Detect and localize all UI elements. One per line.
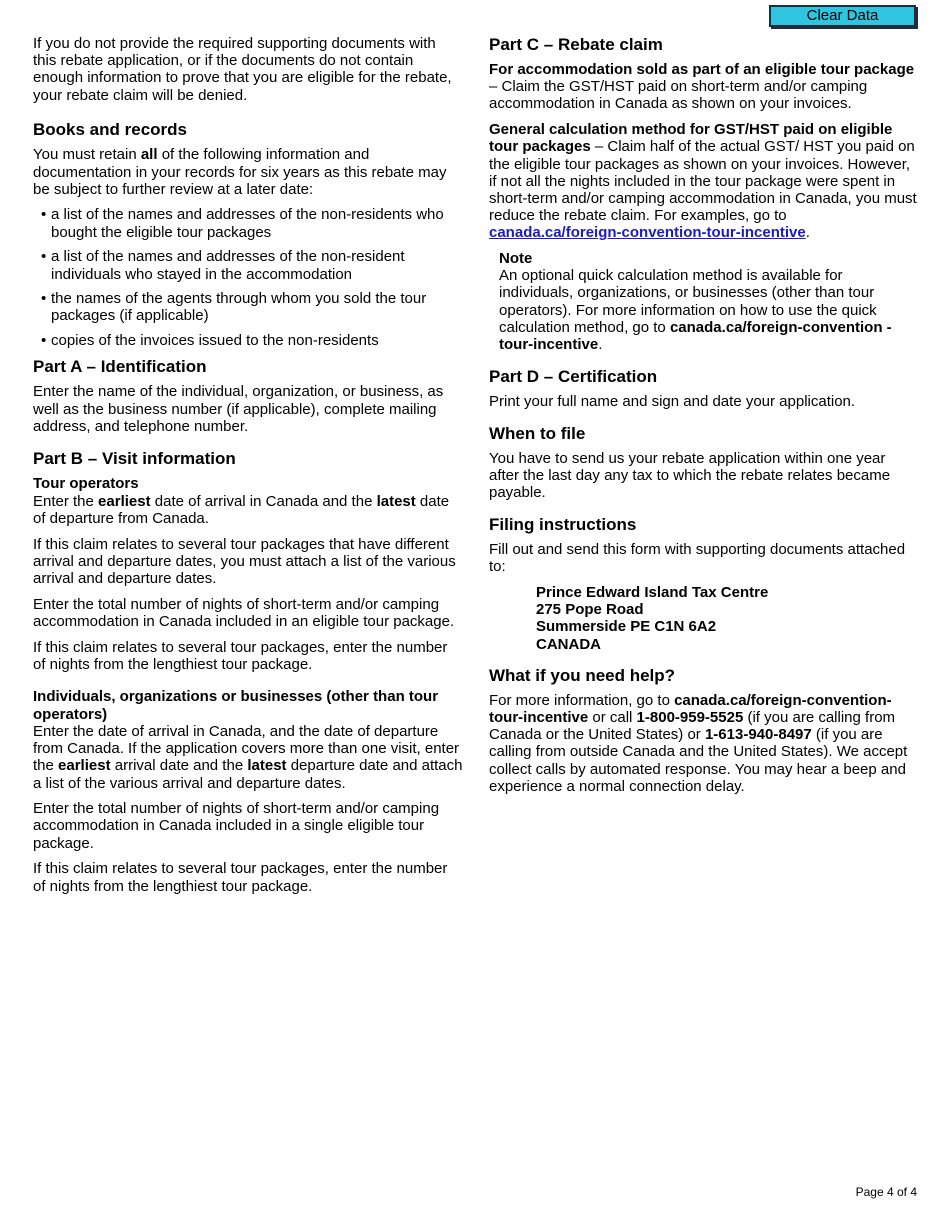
address-line: Summerside PE C1N 6A2	[536, 618, 717, 636]
bullet: •	[41, 206, 47, 224]
right-column	[489, 35, 919, 804]
bullet: •	[41, 290, 47, 308]
note-text: An optional quick calculation method is available for individuals, organizations, or businesses (other than tour operators). For more information on how to use the quick calculation method, go to canada.ca/foreign-convention -tour-incentive.	[499, 267, 892, 354]
note-heading: Note	[499, 250, 533, 268]
individuals-lengthiest: If this claim relates to several tour packages, enter the number of nights from the lengthiest tour package.	[33, 860, 448, 895]
when-to-file-text: You have to send us your rebate application within one year after the last day any tax to which the rebate relates became payable.	[489, 449, 891, 502]
filing-heading: Filing instructions	[489, 515, 637, 535]
part-c-heading: Part C – Rebate claim	[489, 35, 663, 54]
tour-operators-lengthiest: If this claim relates to several tour packages, enter the number of nights from the lengthiest tour package.	[33, 638, 448, 673]
page-number: Page 4 of 4	[855, 1185, 917, 1199]
tour-operators-heading: Tour operators	[33, 475, 139, 493]
bullet: •	[41, 248, 47, 266]
part-a-text: Enter the name of the individual, organization, or business, as well as the business number (if applicable), complete mailing address, and telephone number.	[33, 383, 444, 435]
clear-data-button[interactable]: Clear Data	[769, 5, 916, 27]
list-item: • copies of the invoices issued to the non-residents	[41, 332, 379, 350]
part-d-text: Print your full name and sign and date your application.	[489, 393, 856, 411]
tour-operators-dates: Enter the earliest date of arrival in Canada and the latest date of departure from Canada.	[33, 492, 450, 527]
part-d-heading: Part D – Certification	[489, 367, 658, 387]
address-line: Prince Edward Island Tax Centre	[536, 583, 769, 601]
part-b-heading: Part B – Visit information	[33, 449, 236, 469]
address-line: 275 Pope Road	[536, 601, 644, 619]
intro-paragraph: If you do not provide the required supporting documents with this rebate application, or if the documents do not contain enough information to prove that you are eligible for the rebate, your rebate claim will be denied.	[33, 35, 452, 104]
part-a-heading: Part A – Identification	[33, 357, 207, 377]
address-line: CANADA	[536, 635, 601, 653]
tax-centre-address	[536, 584, 919, 653]
bullet: •	[41, 332, 47, 350]
left-column	[33, 35, 463, 903]
individuals-heading: Individuals, organizations or businesses (other than tour operators)	[33, 688, 439, 723]
records-list	[33, 206, 463, 349]
filing-text: Fill out and send this form with supporting documents attached to:	[489, 541, 906, 576]
tour-operators-nights: Enter the total number of nights of short-term and/or camping accommodation in Canada included in an eligible tour package.	[33, 595, 455, 630]
help-heading: What if you need help?	[489, 665, 676, 685]
note-box	[499, 250, 919, 353]
tour-operators-several: If this claim relates to several tour packages that have different arrival and departure dates, you must attach a list of the various arrival and departure dates.	[33, 535, 456, 587]
part-c-general-method: General calculation method for GST/HST paid on eligible tour packages – Claim half of the actual GST/ HST you paid on the eligible tour packages as shown on your invoices. However, if not all the nights included in the tour package were spent in short-term and/or camping accommodation in Canada, you must reduce the rebate claim. For examples, go to canada.ca/foreign-convention-tour-incentive.	[489, 121, 917, 242]
when-to-file-heading: When to file	[489, 423, 586, 443]
list-item: • a list of the names and addresses of the non-residents who bought the eligible tour packages	[41, 206, 444, 241]
books-heading: Books and records	[33, 120, 187, 140]
list-item: • a list of the names and addresses of the non-resident individuals who stayed in the accommodation	[41, 248, 405, 283]
list-item: • the names of the agents through whom you sold the tour packages (if applicable)	[41, 290, 427, 325]
individuals-dates: Enter the date of arrival in Canada, and the date of departure from Canada. If the application covers more than one visit, enter the earliest arrival date and the latest departure date and attach a list of the various arrival and departure dates.	[33, 722, 463, 792]
help-text: For more information, go to canada.ca/foreign-convention-tour-incentive or call 1-800-959-5525 (if you are calling from Canada or the United States) or 1-613-940-8497 (if you are calling from outside Canada and the United States). We accept collect calls by automated response. You may hear a beep and experience a normal connection delay.	[489, 691, 908, 795]
part-c-accommodation: For accommodation sold as part of an eligible tour package – Claim the GST/HST paid on short-term and/or camping accommodation in Canada as shown on your invoices.	[489, 61, 915, 113]
individuals-nights: Enter the total number of nights of short-term and/or camping accommodation in Canada included in a single eligible tour package.	[33, 800, 440, 852]
books-paragraph: You must retain all of the following information and documentation in your records for six years as this rebate may be subject to further review at a later date:	[33, 146, 447, 198]
tour-incentive-link[interactable]: canada.ca/foreign-convention-tour-incentive	[489, 224, 806, 242]
